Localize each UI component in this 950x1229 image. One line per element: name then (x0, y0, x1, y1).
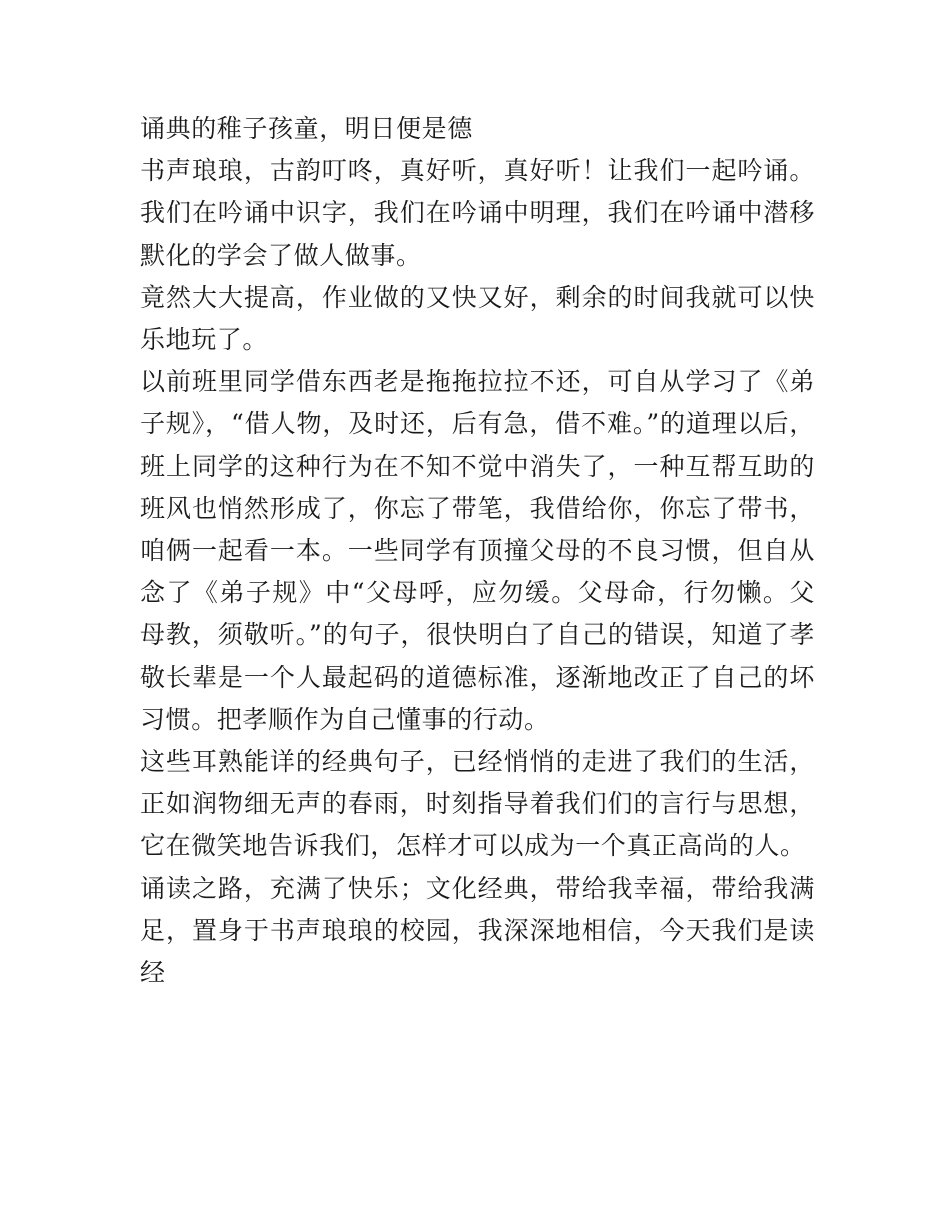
document-body (140, 108, 815, 994)
paragraph-2: 书声琅琅，古韵叮咚，真好听，真好听！让我们一起吟诵。我们在吟诵中识字，我们在吟诵中明理，我们在吟诵中潜移默化的学会了做人做事。 (140, 156, 815, 270)
paragraph-1: 诵典的稚子孩童，明日便是德 (140, 114, 473, 143)
paragraph-3: 竟然大大提高，作业做的又快又好，剩余的时间我就可以快乐地玩了。 (140, 282, 815, 355)
paragraph-6: 诵读之路，充满了快乐；文化经典，带给我幸福，带给我满足，置身于书声琅琅的校园，我深深地相信，今天我们是读经 (140, 873, 815, 988)
paragraph-5: 这些耳熟能详的经典句子，已经悄悄的走进了我们的生活，正如润物细无声的春雨，时刻指导着我们们的言行与思想，它在微笑地告诉我们，怎样才可以成为一个真正高尚的人。 (140, 747, 815, 861)
paragraph-4: 以前班里同学借东西老是拖拖拉拉不还，可自从学习了《弟子规》，“借人物，及时还，后有急，借不难。”的道理以后，班上同学的这种行为在不知不觉中消失了，一种互帮互助的班风也悄然形成了，你忘了带笔，我借给你，你忘了带书，咱俩一起看一本。一些同学有顶撞父母的不良习惯，但自从念了《弟子规》中“父母呼，应勿缓。父母命，行勿懒。父母教，须敬听。”的句子，很快明白了自己的错误，知道了孝敬长辈是一个人最起码的道德标准，逐渐地改正了自己的坏习惯。把孝顺作为自己懂事的行动。 (140, 367, 815, 734)
